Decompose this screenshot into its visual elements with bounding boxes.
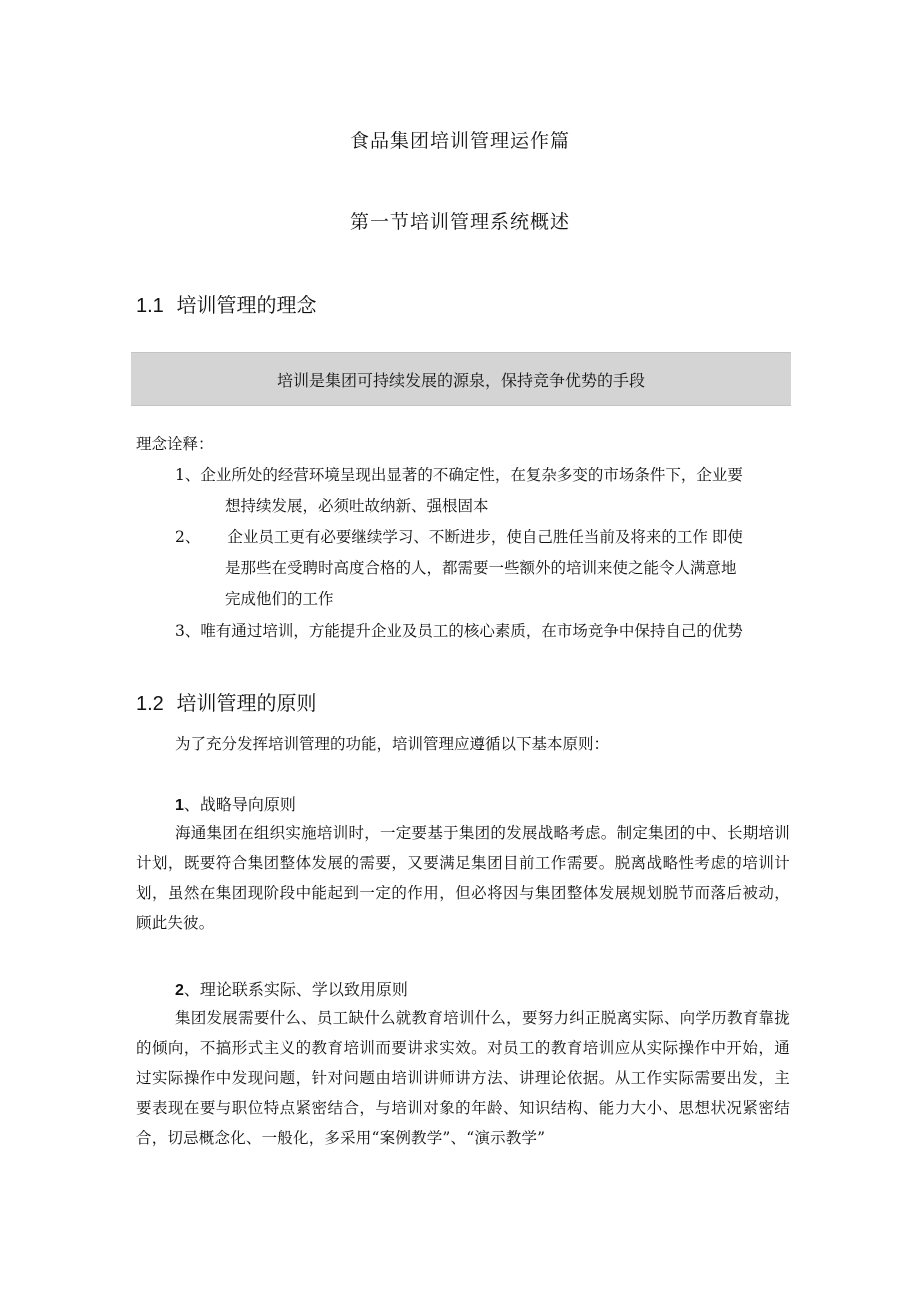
motto-banner <box>131 352 791 406</box>
list-item-number: 3、 <box>175 622 201 640</box>
intro-label: 理念诠释： <box>136 435 214 453</box>
list-item-continuation: 想持续发展，必须吐故纳新、强根固本 <box>225 497 489 515</box>
principle-body: 集团发展需要什么、员工缺什么就教育培训什么，要努力纠正脱离实际、向学历教育靠拢的倾向，不搞形式主义的教育培训而要讲求实效。对员工的教育培训应从实际操作中开始，通过实际操作中发现问题，针对问题由培训讲师讲方法、讲理论依据。从工作实际需要出发，主要表现在要与职位特点紧密结合，与培训对象的年龄、知识结构、能力大小、思想状况紧密结合，切忌概念化、一般化，多采用“案例教学”、“演示教学” <box>136 1009 790 1147</box>
list-item <box>175 525 743 547</box>
principle-heading <box>175 977 408 1000</box>
list-item-continuation: 是那些在受聘时高度合格的人，都需要一些额外的培训来使之能令人满意地 <box>225 559 737 577</box>
list-item-text: 企业员工更有必要继续学习、不断进步，使自己胜任当前及将来的工作 <box>227 528 708 546</box>
section-heading-1-2 <box>136 687 317 716</box>
section-number: 1.2 <box>136 693 164 715</box>
list-item-continuation: 完成他们的工作 <box>225 590 334 608</box>
section-title: 培训管理的原则 <box>176 691 317 715</box>
motto-text: 培训是集团可持续发展的源泉，保持竞争优势的手段 <box>276 371 645 390</box>
principle-heading <box>175 792 296 815</box>
document-title: 食品集团培训管理运作篇 <box>349 130 570 152</box>
principle-number: 1 <box>175 797 184 814</box>
principle-number: 2 <box>175 982 184 999</box>
list-item-tail: 即使 <box>711 528 743 546</box>
principle-title: 、战略导向原则 <box>183 795 296 814</box>
principle-title: 、理论联系实际、学以致用原则 <box>183 980 408 999</box>
section-title: 培训管理的理念 <box>176 293 317 317</box>
chapter-heading: 第一节培训管理系统概述 <box>349 211 570 233</box>
principle-body: 海通集团在组织实施培训时，一定要基于集团的发展战略考虑。制定集团的中、长期培训计划，既要符合集团整体发展的需要，又要满足集团目前工作需要。脱离战略性考虑的培训计划，虽然在集团现阶段中能起到一定的作用，但必将因与集团整体发展规划脱节而落后被动，顾此失彼。 <box>136 824 790 932</box>
list-item-text: 唯有通过培训，方能提升企业及员工的核心素质，在市场竞争中保持自己的优势 <box>200 622 743 640</box>
section-intro: 为了充分发挥培训管理的功能，培训管理应遵循以下基本原则： <box>175 735 610 753</box>
section-number: 1.1 <box>136 295 164 317</box>
list-item <box>175 463 743 485</box>
section-heading-1-1 <box>136 289 317 318</box>
list-item-number: 2、 <box>175 528 201 546</box>
list-item <box>175 619 743 641</box>
list-item-number: 1、 <box>175 466 201 484</box>
list-item-text: 企业所处的经营环境呈现出显著的不确定性，在复杂多变的市场条件下，企业要 <box>200 466 743 484</box>
